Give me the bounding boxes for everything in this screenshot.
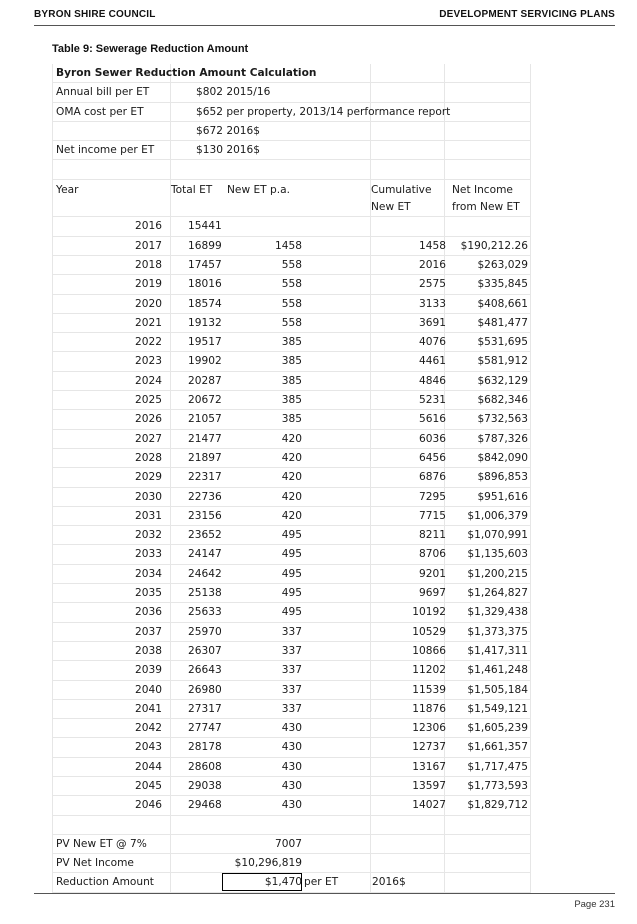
- spacer-row: [52, 160, 530, 179]
- table-row: [52, 526, 530, 545]
- cell-year: 2037: [135, 625, 162, 638]
- cell-net-income: $1,070,991: [467, 529, 528, 542]
- cell-net-income: $581,912: [477, 355, 528, 368]
- cell-new-et: 558: [281, 278, 302, 291]
- param-row: [52, 141, 530, 160]
- cell-new-et: 385: [281, 355, 302, 368]
- cell-net-income: $732,563: [477, 413, 528, 426]
- table-row: [52, 410, 530, 429]
- cell-total-et: 27317: [188, 702, 222, 715]
- cell-year: 2046: [135, 799, 162, 812]
- cell-total-et: 22317: [188, 471, 222, 484]
- cell-total-et: 29468: [188, 799, 222, 812]
- cell-year: 2045: [135, 779, 162, 792]
- param-row: [52, 122, 530, 141]
- cell-total-et: 20287: [188, 374, 222, 387]
- summary-row-pv-new-et: [52, 835, 530, 854]
- cell-cumulative-et: 11876: [412, 702, 446, 715]
- cell-net-income: $896,853: [477, 471, 528, 484]
- table-row: [52, 430, 530, 449]
- table-row: [52, 488, 530, 507]
- cell-year: 2038: [135, 644, 162, 657]
- cell-net-income: $951,616: [477, 490, 528, 503]
- cell-total-et: 17457: [188, 258, 222, 271]
- cell-total-et: 24642: [188, 567, 222, 580]
- cell-cumulative-et: 8706: [419, 548, 446, 561]
- cell-net-income: $190,212.26: [460, 239, 528, 252]
- cell-cumulative-et: 6036: [419, 432, 446, 445]
- cell-year: 2016: [135, 220, 162, 233]
- table-row: [52, 507, 530, 526]
- cell-net-income: $842,090: [477, 451, 528, 464]
- cell-new-et: 337: [281, 644, 302, 657]
- cell-new-et: 420: [281, 432, 302, 445]
- cell-net-income: $1,329,438: [467, 606, 528, 619]
- param-label: Net income per ET: [56, 144, 155, 157]
- cell-cumulative-et: 11202: [412, 664, 446, 677]
- header-rule: [34, 25, 615, 26]
- header-council-name: BYRON SHIRE COUNCIL: [34, 9, 156, 20]
- table-row: [52, 256, 530, 275]
- cell-year: 2021: [135, 316, 162, 329]
- table-row: [52, 681, 530, 700]
- table-row: [52, 584, 530, 603]
- cell-net-income: $1,373,375: [467, 625, 528, 638]
- cell-total-et: 28178: [188, 741, 222, 754]
- cell-total-et: 21477: [188, 432, 222, 445]
- table-row: [52, 738, 530, 757]
- cell-year: 2017: [135, 239, 162, 252]
- table-row: [52, 661, 530, 680]
- cell-year: 2026: [135, 413, 162, 426]
- cell-cumulative-et: 12737: [412, 741, 446, 754]
- cell-cumulative-et: 10192: [412, 606, 446, 619]
- cell-cumulative-et: 8211: [419, 529, 446, 542]
- cell-net-income: $682,346: [477, 394, 528, 407]
- cell-total-et: 28608: [188, 760, 222, 773]
- param-row: [52, 103, 530, 122]
- table-row: [52, 700, 530, 719]
- header-document-title: DEVELOPMENT SERVICING PLANS: [439, 9, 615, 20]
- cell-year: 2020: [135, 297, 162, 310]
- cell-net-income: $531,695: [477, 336, 528, 349]
- table-row: [52, 545, 530, 564]
- cell-net-income: $632,129: [477, 374, 528, 387]
- cell-year: 2036: [135, 606, 162, 619]
- table-row: [52, 449, 530, 468]
- cell-new-et: 420: [281, 509, 302, 522]
- cell-year: 2023: [135, 355, 162, 368]
- summary-label: PV New ET @ 7%: [56, 837, 147, 850]
- table-row: [52, 352, 530, 371]
- cell-total-et: 19517: [188, 336, 222, 349]
- cell-new-et: 430: [281, 722, 302, 735]
- cell-cumulative-et: 10529: [412, 625, 446, 638]
- footer-rule: [34, 893, 615, 894]
- cell-year: 2031: [135, 509, 162, 522]
- cell-net-income: $1,461,248: [467, 664, 528, 677]
- column-header-net-income: Net Income: [452, 183, 513, 196]
- param-value: $652 per property, 2013/14 performance report: [196, 105, 451, 118]
- column-header-year: Year: [56, 183, 79, 196]
- table-row: [52, 468, 530, 487]
- cell-cumulative-et: 6456: [419, 451, 446, 464]
- param-value: $672 2016$: [196, 124, 261, 137]
- cell-net-income: $1,773,593: [467, 779, 528, 792]
- cell-cumulative-et: 3133: [419, 297, 446, 310]
- table-row: [52, 391, 530, 410]
- cell-new-et: 495: [281, 548, 302, 561]
- cell-new-et: 385: [281, 336, 302, 349]
- cell-new-et: 385: [281, 394, 302, 407]
- cell-new-et: 430: [281, 799, 302, 812]
- cell-new-et: 495: [281, 529, 302, 542]
- cell-total-et: 18016: [188, 278, 222, 291]
- cell-total-et: 19902: [188, 355, 222, 368]
- summary-label: Reduction Amount: [56, 876, 154, 889]
- cell-year: 2040: [135, 683, 162, 696]
- summary-value: $10,296,819: [234, 857, 302, 870]
- cell-total-et: 24147: [188, 548, 222, 561]
- reduction-amount-value: $1,470: [264, 876, 302, 889]
- cell-net-income: $1,505,184: [467, 683, 528, 696]
- param-row: [52, 83, 530, 102]
- cell-new-et: 495: [281, 587, 302, 600]
- cell-cumulative-et: 4461: [419, 355, 446, 368]
- cell-cumulative-et: 11539: [412, 683, 446, 696]
- cell-total-et: 23652: [188, 529, 222, 542]
- cell-new-et: 420: [281, 451, 302, 464]
- page-number: Page 231: [574, 899, 615, 910]
- table-row: [52, 777, 530, 796]
- param-value: $802 2015/16: [196, 86, 271, 99]
- sheet-title-row: [52, 64, 530, 83]
- summary-value: 7007: [275, 837, 302, 850]
- cell-total-et: 26980: [188, 683, 222, 696]
- table-row: [52, 719, 530, 738]
- cell-net-income: $1,200,215: [467, 567, 528, 580]
- cell-year: 2027: [135, 432, 162, 445]
- cell-year: 2018: [135, 258, 162, 271]
- data-rows: [52, 217, 530, 815]
- cell-year: 2033: [135, 548, 162, 561]
- cell-net-income: $787,326: [477, 432, 528, 445]
- column-header-cumulative: Cumulative: [371, 183, 432, 196]
- cell-year: 2034: [135, 567, 162, 580]
- cell-total-et: 15441: [188, 220, 222, 233]
- cell-net-income: $1,135,603: [467, 548, 528, 561]
- cell-total-et: 21057: [188, 413, 222, 426]
- cell-new-et: 337: [281, 683, 302, 696]
- column-header-cumulative-2: New ET: [371, 200, 411, 213]
- cell-total-et: 19132: [188, 316, 222, 329]
- cell-cumulative-et: 13597: [412, 779, 446, 792]
- table-row: [52, 314, 530, 333]
- cell-year: 2035: [135, 587, 162, 600]
- cell-net-income: $1,264,827: [467, 587, 528, 600]
- cell-total-et: 16899: [188, 239, 222, 252]
- cell-total-et: 29038: [188, 779, 222, 792]
- cell-new-et: 337: [281, 625, 302, 638]
- cell-total-et: 27747: [188, 722, 222, 735]
- cell-year: 2019: [135, 278, 162, 291]
- cell-cumulative-et: 9697: [419, 587, 446, 600]
- table-row: [52, 333, 530, 352]
- table-row: [52, 642, 530, 661]
- cell-cumulative-et: 7295: [419, 490, 446, 503]
- cell-net-income: $1,717,475: [467, 760, 528, 773]
- cell-total-et: 25138: [188, 587, 222, 600]
- cell-cumulative-et: 4076: [419, 336, 446, 349]
- cell-net-income: $1,829,712: [467, 799, 528, 812]
- cell-cumulative-et: 4846: [419, 374, 446, 387]
- cell-cumulative-et: 9201: [419, 567, 446, 580]
- cell-year: 2039: [135, 664, 162, 677]
- cell-new-et: 337: [281, 664, 302, 677]
- cell-year: 2030: [135, 490, 162, 503]
- cell-net-income: $1,417,311: [467, 644, 528, 657]
- param-label: Annual bill per ET: [56, 86, 150, 99]
- cell-total-et: 22736: [188, 490, 222, 503]
- spreadsheet-table: [52, 64, 530, 893]
- table-row: [52, 237, 530, 256]
- column-header-net-income-2: from New ET: [452, 200, 520, 213]
- cell-net-income: $335,845: [477, 278, 528, 291]
- cell-new-et: 495: [281, 606, 302, 619]
- cell-year: 2032: [135, 529, 162, 542]
- cell-total-et: 20672: [188, 394, 222, 407]
- table-row: [52, 623, 530, 642]
- cell-net-income: $1,549,121: [467, 702, 528, 715]
- column-header-total-et: Total ET: [171, 183, 213, 196]
- cell-new-et: 420: [281, 490, 302, 503]
- reduction-unit: per ET: [304, 876, 339, 889]
- cell-cumulative-et: 5616: [419, 413, 446, 426]
- cell-year: 2029: [135, 471, 162, 484]
- cell-year: 2022: [135, 336, 162, 349]
- summary-label: PV Net Income: [56, 857, 134, 870]
- cell-cumulative-et: 6876: [419, 471, 446, 484]
- cell-cumulative-et: 13167: [412, 760, 446, 773]
- cell-year: 2024: [135, 374, 162, 387]
- cell-new-et: 558: [281, 258, 302, 271]
- cell-total-et: 26643: [188, 664, 222, 677]
- cell-total-et: 21897: [188, 451, 222, 464]
- reduction-basis: 2016$: [372, 876, 406, 889]
- cell-year: 2025: [135, 394, 162, 407]
- cell-new-et: 385: [281, 374, 302, 387]
- table-row: [52, 217, 530, 236]
- cell-new-et: 558: [281, 316, 302, 329]
- cell-net-income: $481,477: [477, 316, 528, 329]
- cell-year: 2043: [135, 741, 162, 754]
- table-row: [52, 275, 530, 294]
- table-row: [52, 603, 530, 622]
- cell-total-et: 25970: [188, 625, 222, 638]
- cell-cumulative-et: 1458: [419, 239, 446, 252]
- cell-total-et: 26307: [188, 644, 222, 657]
- cell-cumulative-et: 10866: [412, 644, 446, 657]
- cell-new-et: 430: [281, 779, 302, 792]
- table-row: [52, 295, 530, 314]
- cell-cumulative-et: 2575: [419, 278, 446, 291]
- cell-net-income: $1,661,357: [467, 741, 528, 754]
- cell-total-et: 18574: [188, 297, 222, 310]
- table-row: [52, 796, 530, 815]
- cell-cumulative-et: 12306: [412, 722, 446, 735]
- cell-cumulative-et: 3691: [419, 316, 446, 329]
- cell-cumulative-et: 14027: [412, 799, 446, 812]
- cell-year: 2041: [135, 702, 162, 715]
- cell-total-et: 23156: [188, 509, 222, 522]
- cell-total-et: 25633: [188, 606, 222, 619]
- cell-new-et: 420: [281, 471, 302, 484]
- cell-cumulative-et: 5231: [419, 394, 446, 407]
- cell-new-et: 430: [281, 741, 302, 754]
- cell-new-et: 430: [281, 760, 302, 773]
- column-header-new-et: New ET p.a.: [227, 183, 290, 196]
- table-row: [52, 372, 530, 391]
- column-header-row: [52, 180, 530, 218]
- summary-row-pv-net-income: [52, 854, 530, 873]
- spacer-row: [52, 816, 530, 835]
- cell-net-income: $1,605,239: [467, 722, 528, 735]
- table-row: [52, 758, 530, 777]
- param-label: OMA cost per ET: [56, 105, 144, 118]
- cell-year: 2028: [135, 451, 162, 464]
- cell-new-et: 337: [281, 702, 302, 715]
- cell-new-et: 558: [281, 297, 302, 310]
- sheet-title: Byron Sewer Reduction Amount Calculation: [56, 67, 317, 79]
- cell-net-income: $263,029: [477, 258, 528, 271]
- cell-cumulative-et: 2016: [419, 258, 446, 271]
- cell-net-income: $408,661: [477, 297, 528, 310]
- cell-new-et: 1458: [275, 239, 302, 252]
- cell-year: 2044: [135, 760, 162, 773]
- summary-row-reduction: [52, 873, 530, 892]
- cell-new-et: 495: [281, 567, 302, 580]
- param-value: $130 2016$: [196, 144, 261, 157]
- cell-new-et: 385: [281, 413, 302, 426]
- table-row: [52, 565, 530, 584]
- cell-net-income: $1,006,379: [467, 509, 528, 522]
- cell-year: 2042: [135, 722, 162, 735]
- cell-cumulative-et: 7715: [419, 509, 446, 522]
- table-caption: Table 9: Sewerage Reduction Amount: [52, 43, 249, 55]
